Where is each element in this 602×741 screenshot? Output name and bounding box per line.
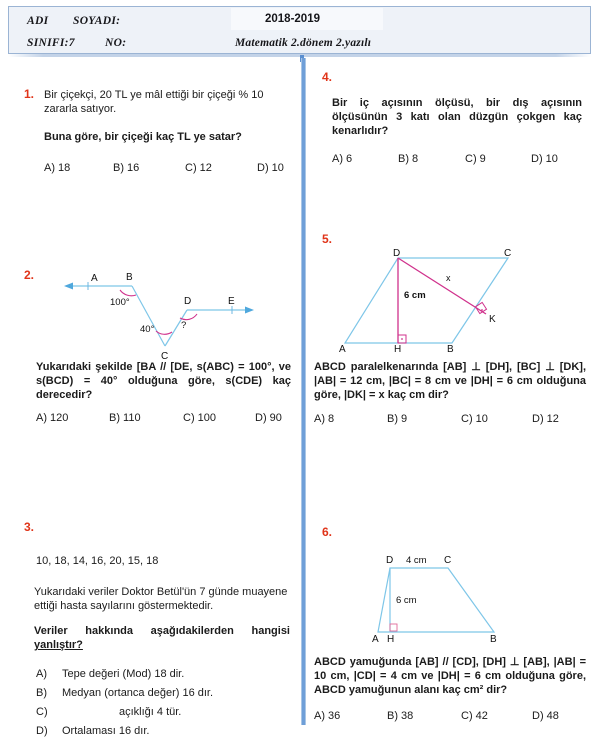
label-no: NO: — [105, 37, 127, 49]
column-divider — [301, 58, 306, 725]
option-a[interactable]: A) 6 — [332, 153, 353, 165]
option-a-text: Tepe değeri (Mod) 18 dir. — [62, 668, 185, 680]
question-1-prompt: Buna göre, bir çiçeği kaç TL ye satar? — [44, 131, 242, 143]
option-c[interactable]: C) 9 — [465, 153, 486, 165]
svg-text:A: A — [372, 634, 379, 642]
svg-text:B: B — [126, 272, 133, 283]
question-5-figure — [336, 248, 526, 353]
option-b[interactable]: B) 16 — [113, 162, 140, 174]
question-2-options — [36, 412, 292, 426]
option-c-label: C) — [36, 706, 48, 718]
svg-text:C: C — [444, 555, 452, 566]
option-a[interactable] — [36, 665, 294, 684]
question-1-number: 1. — [24, 87, 35, 101]
option-a[interactable]: A) 18 — [44, 162, 71, 174]
question-4-options — [332, 153, 584, 167]
question-3-data-list: 10, 18, 14, 16, 20, 15, 18 — [36, 555, 159, 567]
option-a[interactable]: A) 8 — [314, 413, 335, 425]
svg-text:100°: 100° — [110, 297, 130, 308]
option-d-text: Ortalaması 16 dır. — [62, 725, 150, 737]
option-b[interactable]: B) 110 — [109, 412, 141, 424]
svg-text:A: A — [91, 273, 98, 284]
question-5-stem: ABCD paralelkenarında [AB] ⊥ [DH], [BC] ⊥ [DK], |AB| = 12 cm, |BC| = 8 cm ve |DH| = 6 cm olduğuna göre, |DK| = x kaç cm dir? — [314, 361, 586, 401]
question-3-options — [36, 665, 294, 741]
svg-text:K: K — [489, 314, 496, 325]
svg-text:?: ? — [181, 320, 187, 331]
label-sinifi: SINIFI:7 — [27, 37, 75, 49]
question-3-number: 3. — [24, 520, 35, 534]
question-6-stem: ABCD yamuğunda [AB] // [CD], [DH] ⊥ [AB], |AB| = 10 cm, |CD| = 4 cm ve |DH| = 6 cm olduğuna göre, ABCD yamuğunun alanı kaç cm² dir? — [314, 656, 586, 696]
option-c[interactable]: C) 100 — [183, 412, 217, 424]
option-d[interactable]: D) 12 — [532, 413, 559, 425]
option-d[interactable]: D) 10 — [531, 153, 558, 165]
option-d[interactable]: D) 10 — [257, 162, 284, 174]
svg-text:B: B — [490, 634, 497, 642]
svg-text:E: E — [228, 296, 235, 307]
question-2-stem: Yukarıdaki şekilde [BA // [DE, s(ABC) = 100°, ve s(BCD) = 40° olduğuna göre, s(CDE) kaç derecedir? — [36, 361, 291, 401]
option-d-label: D) — [36, 725, 48, 737]
svg-text:C: C — [504, 248, 512, 259]
option-d[interactable]: D) 48 — [532, 710, 559, 722]
exam-header — [8, 6, 591, 54]
exam-year: 2018-2019 — [265, 13, 320, 25]
question-3-prompt-line1: Veriler hakkında aşağıdakilerden hangisi — [34, 625, 290, 637]
option-b[interactable] — [36, 684, 294, 703]
question-1-stem: Bir çiçekçi, 20 TL ye mâl ettiği bir çiçeği % 10 zararla satıyor. — [44, 89, 264, 115]
option-c[interactable]: C) 12 — [185, 162, 212, 174]
option-b[interactable]: B) 38 — [387, 710, 414, 722]
svg-text:C: C — [161, 351, 169, 360]
question-6-figure — [370, 550, 510, 642]
svg-text:D: D — [184, 296, 192, 307]
option-b[interactable]: B) 8 — [398, 153, 419, 165]
question-6-options — [314, 710, 586, 724]
question-6-number: 6. — [322, 525, 333, 539]
svg-text:4 cm: 4 cm — [406, 555, 427, 566]
question-1-options — [44, 162, 294, 176]
option-b-text: Medyan (ortanca değer) 16 dır. — [62, 687, 214, 699]
option-c[interactable]: C) 10 — [461, 413, 488, 425]
label-soyadi: SOYADI: — [73, 15, 121, 27]
option-b[interactable]: B) 9 — [387, 413, 408, 425]
question-2-number: 2. — [24, 268, 35, 282]
svg-text:B: B — [447, 344, 454, 353]
svg-text:D: D — [393, 248, 401, 259]
question-3-stem: Yukarıdaki veriler Doktor Betül'ün 7 günde muayene ettiği hasta sayılarını göstermektedir. — [34, 586, 288, 612]
svg-text:H: H — [394, 344, 402, 353]
option-c[interactable]: C) 42 — [461, 710, 488, 722]
exam-subject: Matematik 2.dönem 2.yazılı — [235, 37, 372, 49]
question-5-number: 5. — [322, 232, 333, 246]
option-a-label: A) — [36, 668, 47, 680]
option-a[interactable]: A) 120 — [36, 412, 69, 424]
question-3-prompt-emphasis: yanlıştır? — [34, 639, 83, 651]
option-a[interactable]: A) 36 — [314, 710, 341, 722]
svg-text:6 cm: 6 cm — [396, 595, 417, 606]
option-d[interactable]: D) 90 — [255, 412, 282, 424]
svg-text:A: A — [339, 344, 346, 353]
label-adi: ADI — [27, 15, 49, 27]
svg-text:6 cm: 6 cm — [404, 290, 426, 301]
question-2-figure — [60, 268, 260, 360]
option-b-label: B) — [36, 687, 47, 699]
question-4-number: 4. — [322, 70, 333, 84]
question-4-stem: Bir iç açısının ölçüsü, bir dış açısının ölçüsünün 3 katı olan düzgün çokgen kaç kenarlıdır? — [332, 97, 582, 137]
option-c[interactable] — [36, 703, 294, 722]
svg-text:x: x — [446, 273, 451, 283]
svg-text:40°: 40° — [140, 324, 155, 335]
question-5-options — [314, 413, 586, 427]
svg-text:H: H — [387, 634, 395, 642]
question-3-prompt — [34, 624, 290, 652]
option-c-text: açıklığı 4 tür. — [119, 706, 182, 718]
svg-text:D: D — [386, 555, 394, 566]
